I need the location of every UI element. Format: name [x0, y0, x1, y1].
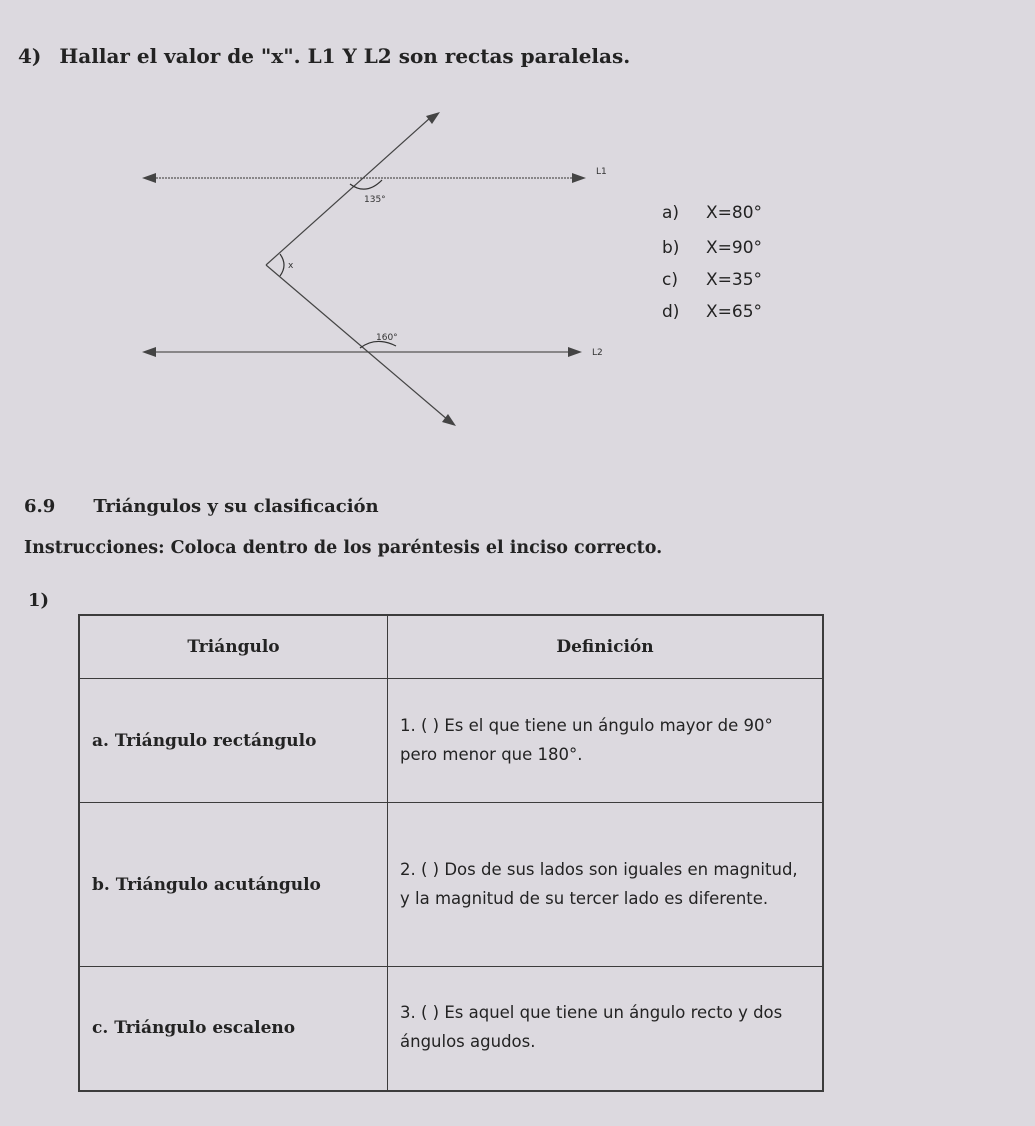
- triangle-name: c. Triángulo escaleno: [79, 967, 388, 1091]
- triangle-definition: 3. ( ) Es aquel que tiene un ángulo recto y dos ángulos agudos.: [388, 967, 824, 1091]
- triangle-definition: 1. ( ) Es el que tiene un ángulo mayor de 90° pero menor que 180°.: [388, 679, 824, 803]
- item-number: 1): [28, 590, 50, 611]
- l1-label: L1: [596, 167, 607, 177]
- triangle-definition: 2. ( ) Dos de sus lados son iguales en magnitud, y la magnitud de su tercer lado es diferente.: [388, 803, 824, 967]
- angle-label-135: 135°: [364, 195, 386, 205]
- option-letter: b): [662, 238, 680, 258]
- option-b: [662, 238, 762, 258]
- triangle-name: b. Triángulo acutángulo: [79, 803, 388, 967]
- option-value: X=65°: [706, 302, 763, 322]
- angle-arc-135: [350, 180, 382, 189]
- l2-left-arrow: [142, 347, 156, 357]
- question-text: Hallar el valor de "x". L1 Y L2 son rectas paralelas.: [59, 44, 631, 68]
- option-letter: a): [662, 203, 680, 223]
- angle-label-160: 160°: [376, 333, 398, 343]
- angle-arc-x: [280, 254, 284, 276]
- l2-label: L2: [592, 348, 603, 358]
- section-title: Triángulos y su clasificación: [93, 496, 379, 517]
- header-triangle: Triángulo: [79, 615, 388, 679]
- table-row: [79, 679, 823, 803]
- option-letter: c): [662, 270, 678, 290]
- header-definition: Definición: [388, 615, 824, 679]
- table-row: [79, 967, 823, 1091]
- angle-label-x: x: [288, 261, 294, 271]
- l1-left-arrow: [142, 173, 156, 183]
- option-c: [662, 270, 762, 290]
- lower-transversal-arrow: [442, 414, 456, 426]
- l2-right-arrow: [568, 347, 582, 357]
- parallel-lines-figure: [0, 0, 1035, 470]
- table-header-row: [79, 615, 823, 679]
- lower-transversal: [266, 265, 448, 420]
- question-number: 4): [18, 44, 42, 68]
- option-value: X=35°: [706, 270, 763, 290]
- upper-transversal-arrow: [426, 112, 440, 124]
- option-value: X=80°: [706, 203, 763, 223]
- triangle-name: a. Triángulo rectángulo: [79, 679, 388, 803]
- triangle-table: [78, 614, 824, 1092]
- l1-right-arrow: [572, 173, 586, 183]
- option-letter: d): [662, 302, 680, 322]
- section-heading: [24, 496, 379, 517]
- option-value: X=90°: [706, 238, 763, 258]
- upper-transversal: [266, 118, 430, 265]
- option-d: [662, 302, 762, 322]
- table-row: [79, 803, 823, 967]
- section-number: 6.9: [24, 496, 56, 517]
- option-a: [662, 203, 762, 223]
- instructions: Instrucciones: Coloca dentro de los paréntesis el inciso correcto.: [24, 538, 663, 558]
